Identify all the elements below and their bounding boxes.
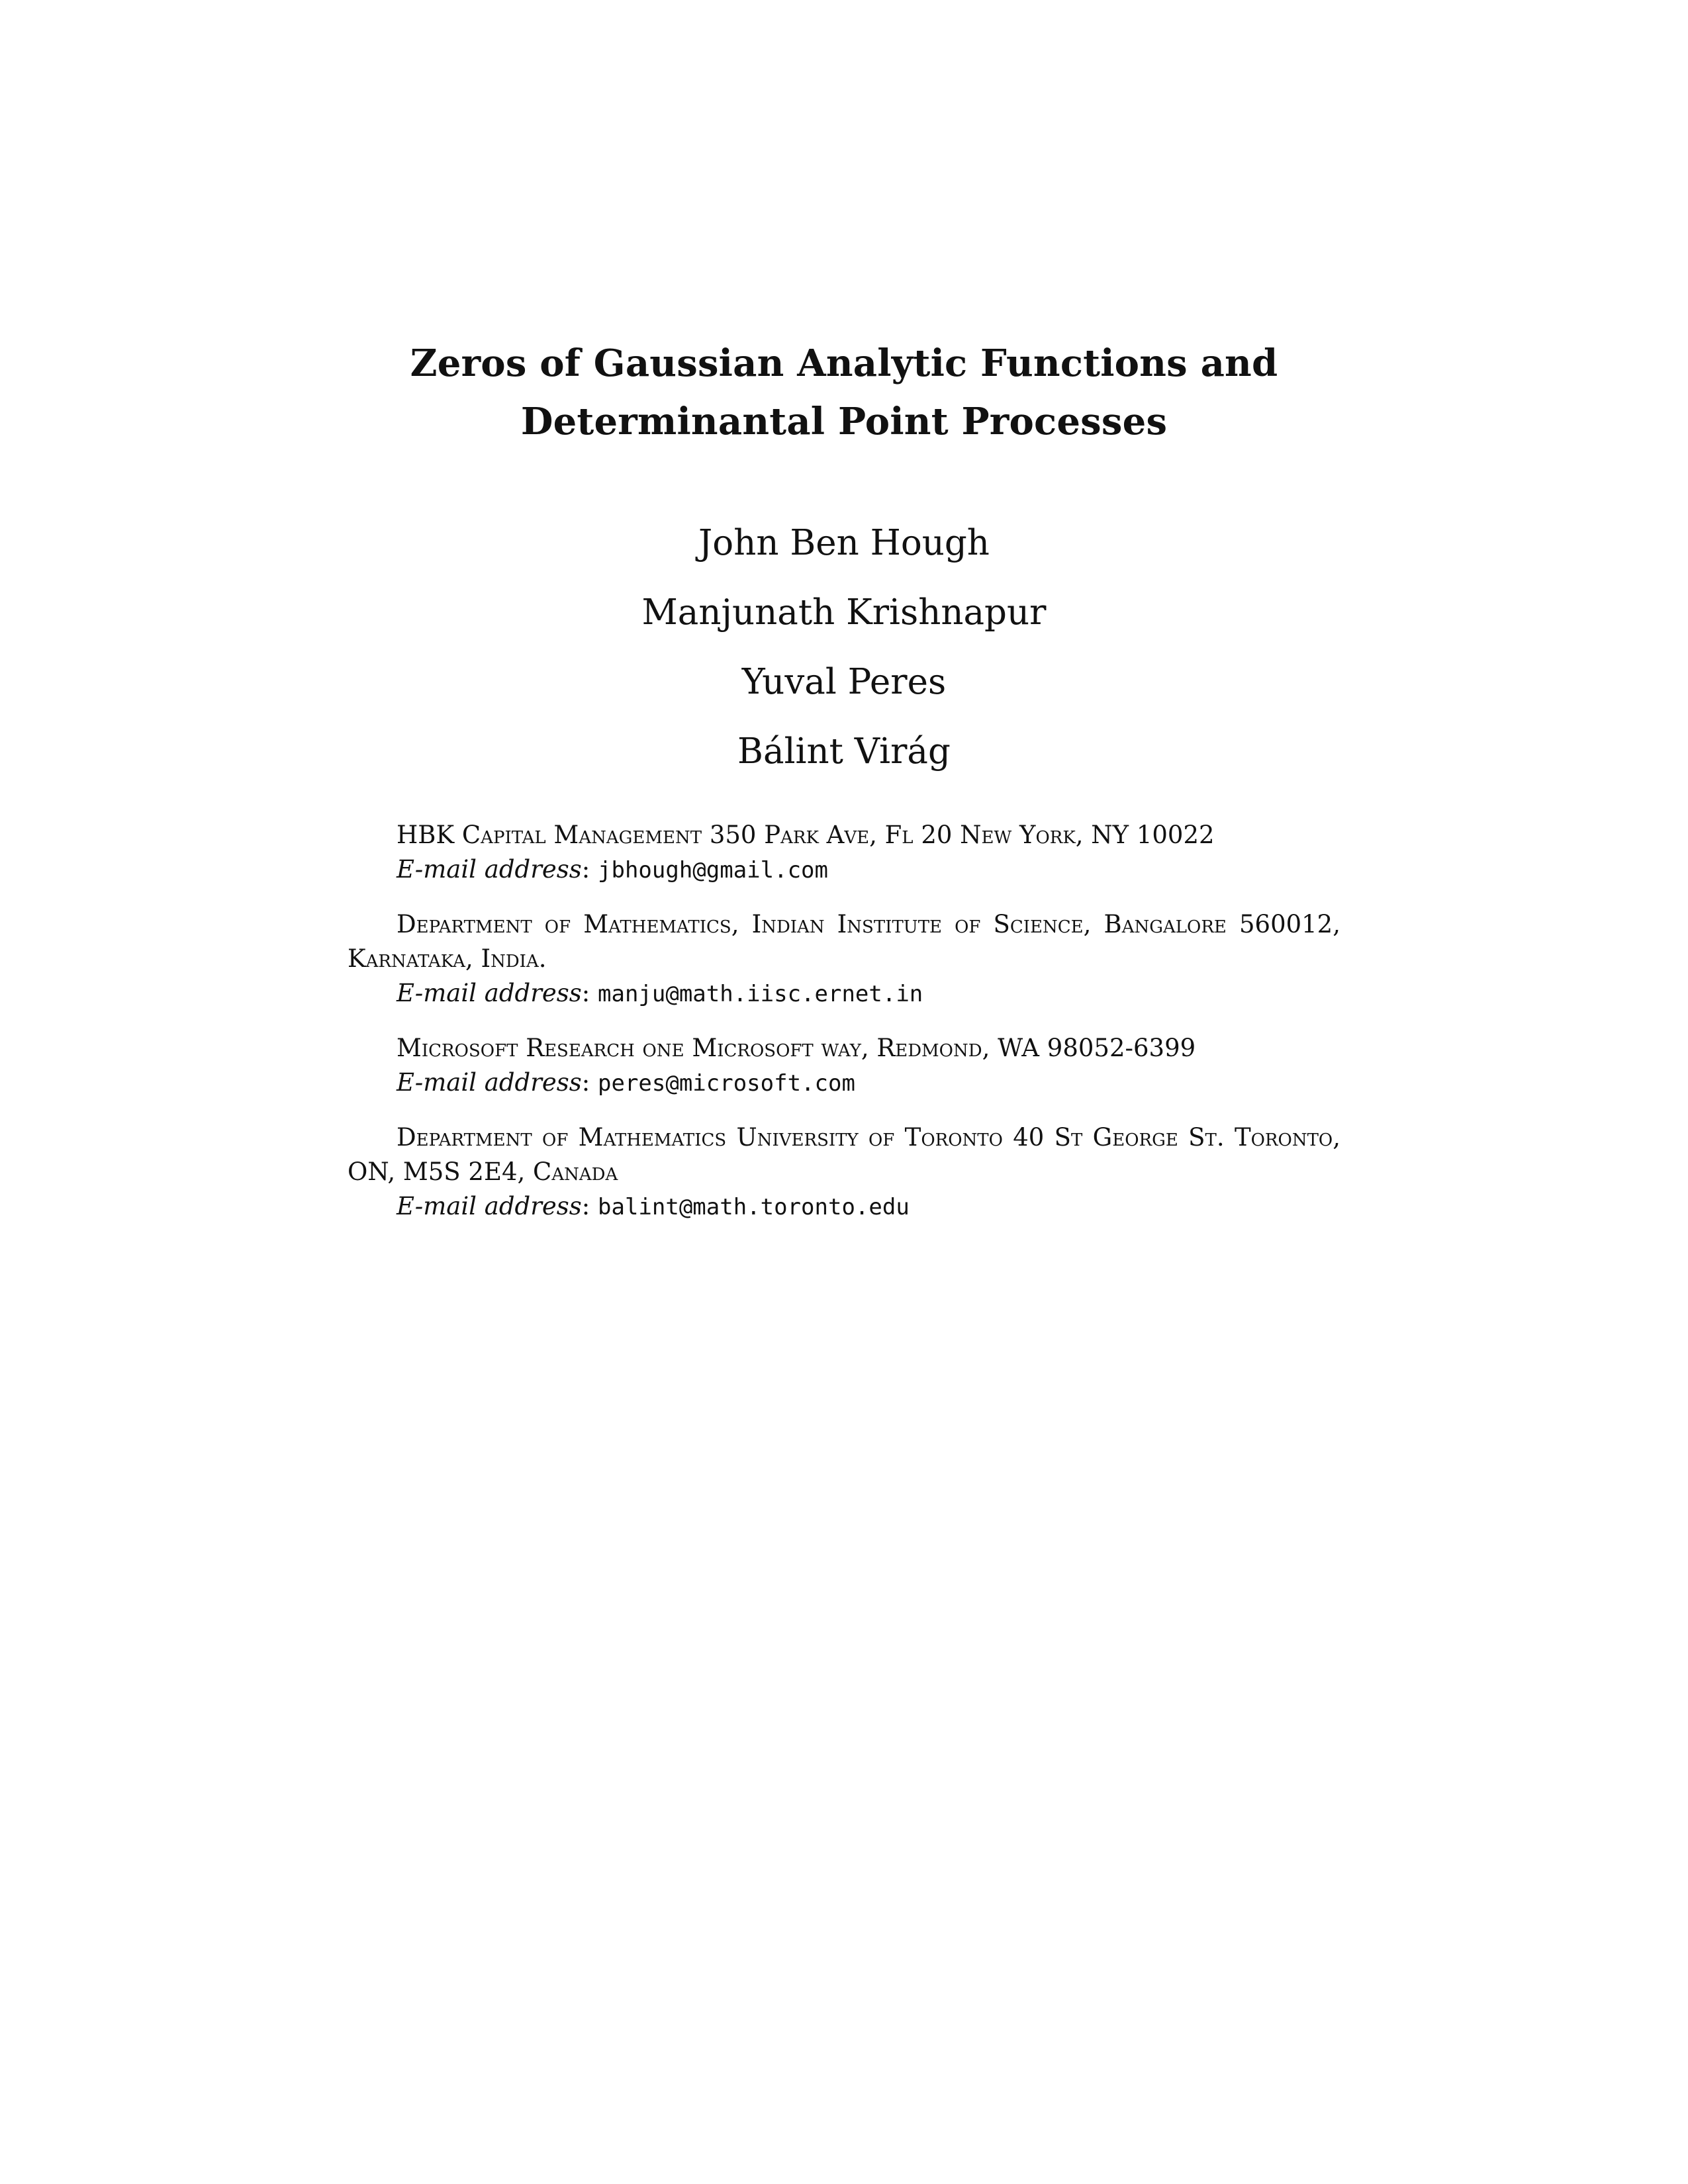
author-name: Bálint Virág — [737, 731, 951, 772]
email-label: E-mail address — [397, 979, 582, 1007]
email-address[interactable]: jbhough@gmail.com — [598, 857, 828, 884]
affiliation-block — [348, 1031, 1340, 1101]
email-line: E-mail address: peres@microsoft.com — [397, 1068, 855, 1097]
affiliation-address: Department of Mathematics, Indian Institute of Science, Bangalore 560012, Karnataka, India. — [348, 910, 1340, 973]
paper-title — [0, 334, 1688, 451]
email-label: E-mail address — [397, 1068, 582, 1097]
affiliation-block — [348, 907, 1340, 1011]
affiliation-address: Microsoft Research one Microsoft way, Redmond, WA 98052-6399 — [397, 1034, 1196, 1062]
email-address[interactable]: manju@math.iisc.ernet.in — [598, 981, 923, 1007]
title-line-1: Zeros of Gaussian Analytic Functions and — [410, 341, 1278, 385]
email-address[interactable]: peres@microsoft.com — [598, 1070, 855, 1097]
affiliation-address: HBK Capital Management 350 Park Ave, Fl 20 New York, NY 10022 — [397, 821, 1215, 849]
affiliation-address: Department of Mathematics University of Toronto 40 St George St. Toronto, ON, M5S 2E4, Canada — [348, 1123, 1340, 1186]
affiliation-block — [348, 818, 1340, 887]
email-line: E-mail address: balint@math.toronto.edu — [397, 1192, 910, 1220]
author-name: Yuval Peres — [741, 662, 947, 702]
author-name: Manjunath Krishnapur — [641, 592, 1047, 633]
author-list — [0, 515, 1688, 793]
email-line: E-mail address: manju@math.iisc.ernet.in — [397, 979, 923, 1007]
affiliation-list — [348, 818, 1340, 1244]
email-label: E-mail address — [397, 855, 582, 884]
email-address[interactable]: balint@math.toronto.edu — [598, 1194, 910, 1220]
author-name: John Ben Hough — [698, 523, 990, 563]
title-line-2: Determinantal Point Processes — [520, 400, 1168, 443]
email-line: E-mail address: jbhough@gmail.com — [397, 855, 828, 884]
email-label: E-mail address — [397, 1192, 582, 1220]
affiliation-block — [348, 1120, 1340, 1224]
